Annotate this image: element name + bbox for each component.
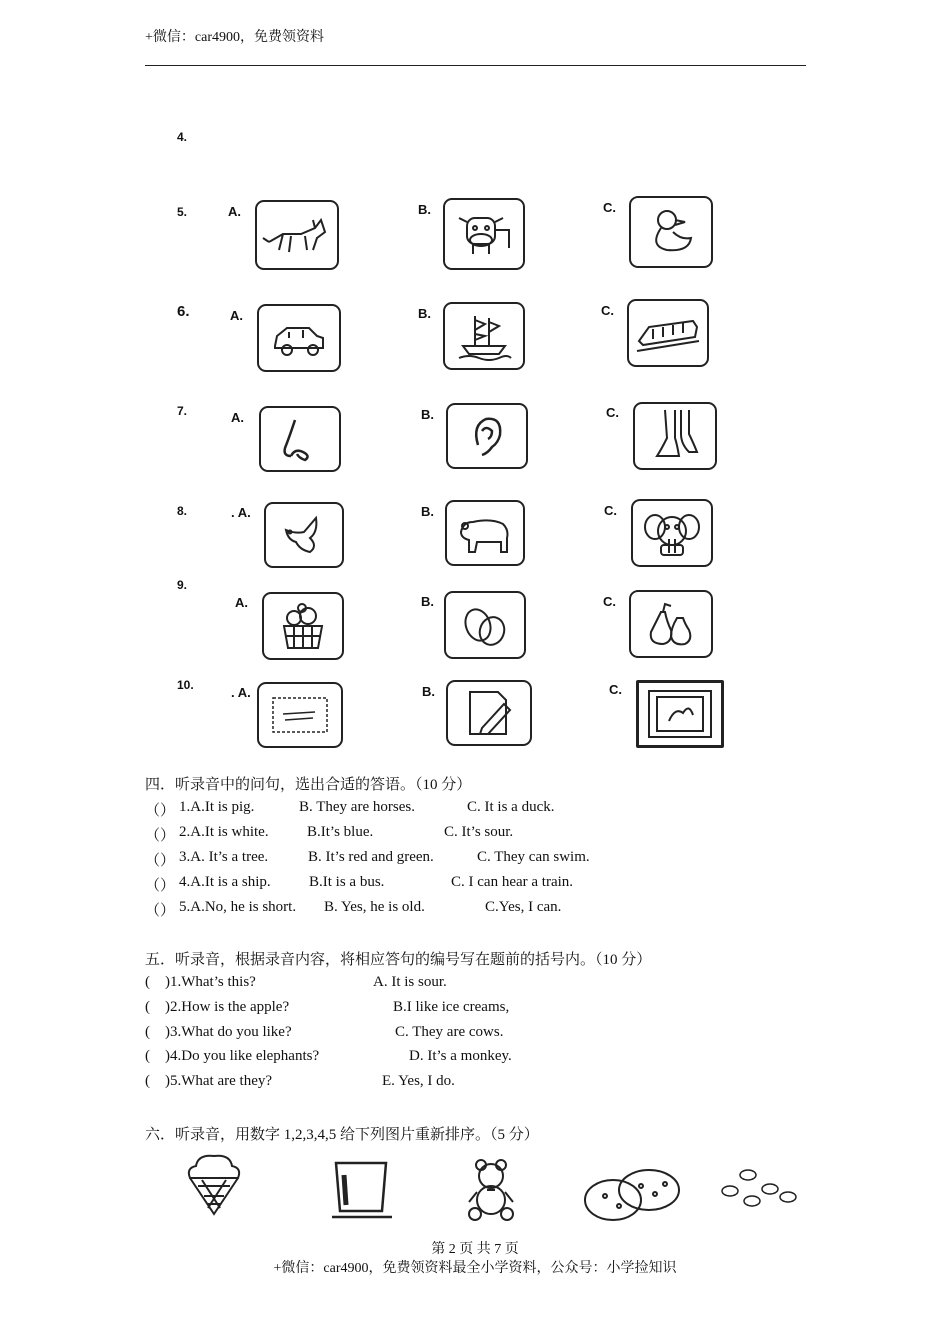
option-letter: C.	[601, 303, 614, 318]
answer-bracket: （）	[145, 828, 176, 844]
list-item	[145, 799, 175, 820]
question: ( )2.How is the apple?	[145, 999, 290, 1015]
answer-bracket: （）	[145, 878, 176, 894]
question-8-number: 8.	[177, 504, 188, 518]
glass-icon	[328, 1155, 394, 1221]
option-letter: C.	[604, 503, 617, 518]
list-item	[145, 849, 175, 870]
option-letter: . A.	[231, 505, 251, 520]
option-c: C. I can hear a train.	[451, 874, 574, 890]
page-header: +微信：car4900，免费领资料	[145, 30, 324, 45]
option-letter: A.	[235, 595, 248, 610]
cow-icon	[443, 198, 525, 270]
question: ( )5.What are they?	[145, 1073, 273, 1089]
option-b: B. They are horses.	[299, 799, 415, 815]
option-b: B. Yes, he is old.	[324, 899, 425, 915]
option-a: 2.A.It is white.	[179, 824, 269, 840]
option-letter: B.	[422, 684, 435, 699]
pears-icon	[629, 590, 713, 658]
ice-cream-icon	[180, 1150, 248, 1220]
option-letter: C.	[606, 405, 619, 420]
option-letter: B.	[421, 594, 434, 609]
section-4-title: 四．听录音中的问句，选出合适的答语。（10 分）	[145, 777, 472, 793]
option-c: C. It’s sour.	[444, 824, 514, 840]
option-c: C. They can swim.	[477, 849, 590, 865]
option-letter: C.	[603, 594, 616, 609]
option-letter: B.	[421, 407, 434, 422]
question-9-number: 9.	[177, 578, 188, 592]
card-icon	[257, 682, 343, 748]
question: ( )1.What’s this?	[145, 974, 256, 990]
answer-bracket: （）	[145, 903, 176, 919]
option-letter: A.	[228, 204, 241, 219]
option-a: 5.A.No, he is short.	[179, 899, 297, 915]
question-10-number: 10.	[177, 678, 194, 692]
question-7-number: 7.	[177, 404, 188, 418]
list-item	[145, 824, 175, 845]
section-6-title: 六．听录音，用数字 1,2,3,4,5 给下列图片重新排序。（5 分）	[145, 1127, 539, 1143]
teddy-bear-icon	[455, 1158, 545, 1222]
question: ( )4.Do you like elephants?	[145, 1048, 320, 1064]
option-b: B.It is a bus.	[309, 874, 385, 890]
answer: B.I like ice creams,	[393, 999, 510, 1015]
list-item	[145, 874, 175, 895]
fruit-basket-icon	[262, 592, 344, 660]
train-icon	[627, 299, 709, 367]
option-b: B.It’s blue.	[307, 824, 374, 840]
page-number: 第 2 页 共 7 页	[431, 1242, 519, 1257]
option-letter: B.	[418, 306, 431, 321]
lemons-icon	[444, 591, 526, 659]
option-a: 1.A.It is pig.	[179, 799, 255, 815]
bear-icon	[445, 500, 525, 566]
question-4-number: 4.	[177, 130, 188, 144]
option-letter: C.	[603, 200, 616, 215]
option-c: C. It is a duck.	[467, 799, 555, 815]
fox-icon	[255, 200, 339, 270]
option-a: 4.A.It is a ship.	[179, 874, 271, 890]
option-b: B. It’s red and green.	[308, 849, 434, 865]
answer: E. Yes, I do.	[382, 1073, 455, 1089]
duck-icon	[629, 196, 713, 268]
ship-icon	[443, 302, 525, 370]
car-icon	[257, 304, 341, 372]
option-letter: B.	[418, 202, 431, 217]
answer: D. It’s a monkey.	[409, 1048, 512, 1064]
candies-icon	[712, 1165, 802, 1215]
answer: A. It is sour.	[373, 974, 447, 990]
footer-note: +微信：car4900，免费领资料最全小学资料，公众号：小学捡知识	[273, 1261, 677, 1276]
ear-icon	[446, 403, 528, 469]
section-5-title: 五．听录音，根据录音内容，将相应答句的编号写在题前的括号内。（10 分）	[145, 952, 652, 968]
question-5-number: 5.	[177, 205, 188, 219]
answer: C. They are cows.	[395, 1024, 504, 1040]
cookies-icon	[583, 1168, 683, 1224]
answer-bracket: （）	[145, 853, 176, 869]
option-c: C.Yes, I can.	[485, 899, 562, 915]
option-letter: C.	[609, 682, 622, 697]
question: ( )3.What do you like?	[145, 1024, 292, 1040]
option-letter: A.	[231, 410, 244, 425]
bird-icon	[264, 502, 344, 568]
elephant-icon	[631, 499, 713, 567]
picture-frame-icon	[636, 680, 724, 748]
option-a: 3.A. It’s a tree.	[179, 849, 269, 865]
option-letter: . A.	[231, 685, 251, 700]
question-6-number: 6.	[177, 303, 190, 320]
answer-bracket: （）	[145, 803, 176, 819]
foot-icon	[633, 402, 717, 470]
option-letter: A.	[230, 308, 243, 323]
nose-icon	[259, 406, 341, 472]
option-letter: B.	[421, 504, 434, 519]
paper-pen-icon	[446, 680, 532, 746]
list-item	[145, 899, 175, 920]
header-divider	[145, 65, 806, 66]
